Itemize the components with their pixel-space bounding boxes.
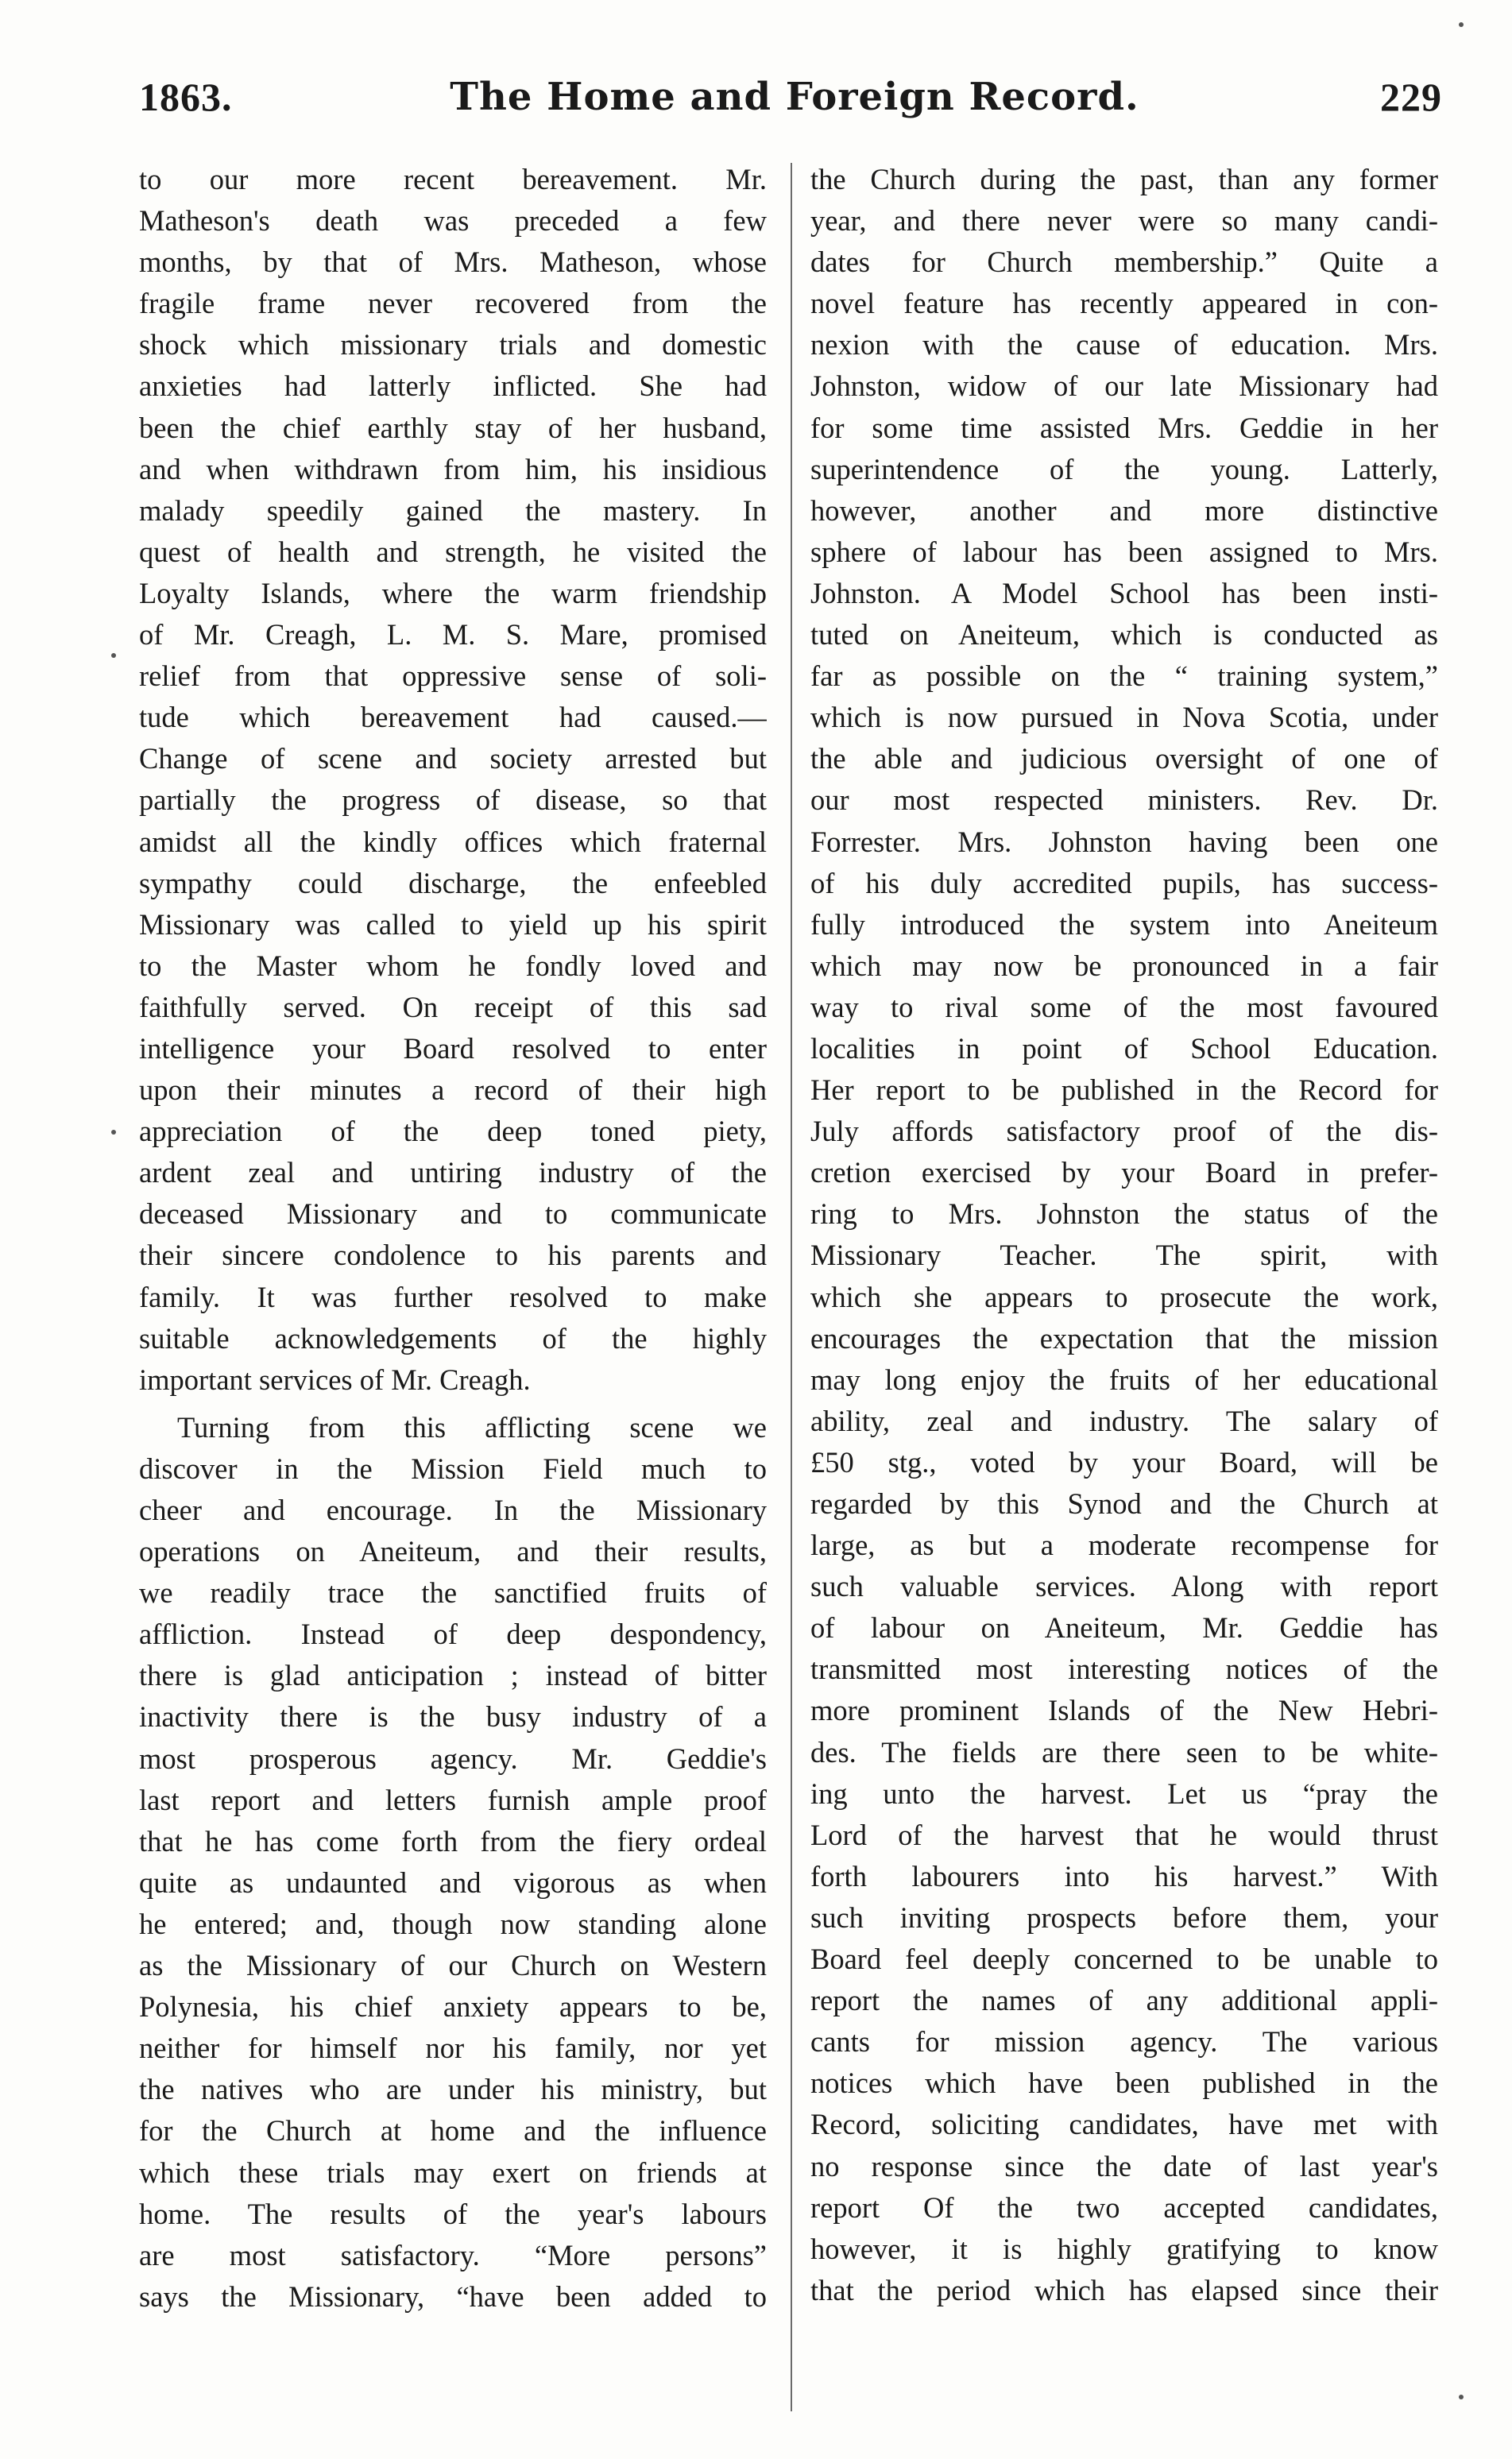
text-line: of his duly accredited pupils, has success-	[810, 866, 1438, 899]
header-year: 1863.	[139, 75, 233, 119]
text-line: faithfully served. On receipt of this sad	[139, 990, 767, 1023]
text-line: neither for himself nor his family, nor yet	[139, 2032, 767, 2065]
text-line: intelligence your Board resolved to enter	[139, 1031, 767, 1065]
text-line: cants for mission agency. The various	[810, 2025, 1438, 2059]
text-line: quite as undaunted and vigorous as when	[139, 1866, 767, 1899]
text-line: that he has come forth from the fiery ordeal	[139, 1824, 767, 1858]
text-line: year, and there never were so many candi-	[810, 204, 1438, 238]
text-line: discover in the Mission Field much to	[139, 1452, 767, 1485]
text-line: large, as but a moderate recompense for	[810, 1529, 1438, 1562]
text-line: the natives who are under his ministry, but	[139, 2073, 767, 2106]
text-line: Record, soliciting candidates, have met with	[810, 2108, 1438, 2141]
margin-mark	[1459, 22, 1464, 27]
text-line: affliction. Instead of deep despondency,	[139, 1618, 767, 1651]
text-line: suitable acknowledgements of the highly	[139, 1321, 767, 1355]
text-line: operations on Aneiteum, and their results,	[139, 1535, 767, 1568]
text-line: appreciation of the deep toned piety,	[139, 1115, 767, 1148]
text-line: ability, zeal and industry. The salary of	[810, 1404, 1438, 1437]
margin-mark	[111, 1130, 116, 1135]
text-line: des. The fields are there seen to be white-	[810, 1735, 1438, 1769]
text-line: to our more recent bereavement. Mr.	[139, 163, 767, 195]
paragraph-gap	[139, 1401, 767, 1407]
text-line: dates for Church membership.” Quite a	[810, 246, 1438, 279]
left-column	[139, 159, 767, 2318]
page-number: 229	[1380, 75, 1442, 119]
text-line: relief from that oppressive sense of soli-	[139, 659, 767, 693]
text-line: partially the progress of disease, so that	[139, 783, 767, 817]
text-line: of labour on Aneiteum, Mr. Geddie has	[810, 1611, 1438, 1645]
text-line: Missionary was called to yield up his spirit	[139, 907, 767, 941]
text-line: far as possible on the “ training system,”	[810, 659, 1438, 693]
text-line: Change of scene and society arrested but	[139, 742, 767, 775]
text-line: encourages the expectation that the mission	[810, 1321, 1438, 1355]
page-header	[139, 73, 1450, 129]
text-line: forth labourers into his harvest.” With	[810, 1859, 1438, 1893]
text-line: Forrester. Mrs. Johnston having been one	[810, 825, 1438, 858]
text-line: family. It was further resolved to make	[139, 1280, 767, 1313]
text-line: tude which bereavement had caused.—	[139, 701, 767, 734]
text-line: Her report to be published in the Record for	[810, 1073, 1438, 1107]
text-line: Matheson's death was preceded a few	[139, 204, 767, 238]
text-line: cheer and encourage. In the Missionary	[139, 1494, 767, 1526]
text-line: which is now pursued in Nova Scotia, under	[810, 701, 1438, 734]
text-line: however, it is highly gratifying to know	[810, 2232, 1438, 2265]
text-line: quest of health and strength, he visited the	[139, 535, 767, 568]
text-line: deceased Missionary and to communicate	[139, 1197, 767, 1231]
text-line: Missionary Teacher. The spirit, with	[810, 1239, 1438, 1272]
text-line: Lord of the harvest that he would thrust	[810, 1818, 1438, 1851]
text-line: shock which missionary trials and domestic	[139, 328, 767, 362]
text-line: localities in point of School Education.	[810, 1031, 1438, 1065]
text-line: may long enjoy the fruits of her educational	[810, 1363, 1438, 1396]
text-line: such valuable services. Along with report	[810, 1570, 1438, 1603]
text-line: report the names of any additional appli-	[810, 1984, 1438, 2017]
text-line: which she appears to prosecute the work,	[810, 1280, 1438, 1313]
header-title: The Home and Foreign Record.	[450, 75, 1139, 119]
text-line: Board feel deeply concerned to be unable to	[810, 1943, 1438, 1976]
text-line: however, another and more distinctive	[810, 493, 1438, 527]
text-line: been the chief earthly stay of her husband,	[139, 411, 767, 444]
text-line: way to rival some of the most favoured	[810, 990, 1438, 1023]
text-line: to the Master whom he fondly loved and	[139, 949, 767, 982]
text-line: superintendence of the young. Latterly,	[810, 452, 1438, 485]
text-line: report Of the two accepted candidates,	[810, 2190, 1438, 2224]
text-line: says the Missionary, “have been added to	[139, 2279, 767, 2313]
text-line: upon their minutes a record of their high	[139, 1073, 767, 1107]
text-line: Johnston, widow of our late Missionary had	[810, 369, 1438, 403]
text-line: the able and judicious oversight of one of	[810, 742, 1438, 775]
text-line: nexion with the cause of education. Mrs.	[810, 328, 1438, 362]
text-line: that the period which has elapsed since their	[810, 2273, 1438, 2306]
text-line: last report and letters furnish ample proof	[139, 1783, 767, 1816]
text-line: home. The results of the year's labours	[139, 2197, 767, 2230]
text-line: tuted on Aneiteum, which is conducted as	[810, 618, 1438, 651]
text-line: months, by that of Mrs. Matheson, whose	[139, 246, 767, 279]
text-line: and when withdrawn from him, his insidious	[139, 452, 767, 485]
text-line: we readily trace the sanctified fruits of	[139, 1576, 767, 1610]
column-divider	[791, 163, 792, 2411]
text-line: important services of Mr. Creagh.	[139, 1363, 531, 1396]
text-line: notices which have been published in the	[810, 2067, 1438, 2100]
text-line: malady speedily gained the mastery. In	[139, 493, 767, 527]
text-line: July affords satisfactory proof of the dis-	[810, 1115, 1438, 1148]
text-line: of Mr. Creagh, L. M. S. Mare, promised	[139, 618, 767, 651]
text-line: £50 stg., voted by your Board, will be	[810, 1445, 1438, 1479]
text-line: for the Church at home and the influence	[139, 2114, 767, 2148]
text-line: for some time assisted Mrs. Geddie in her	[810, 411, 1438, 444]
text-line: inactivity there is the busy industry of a	[139, 1700, 767, 1734]
text-line: ring to Mrs. Johnston the status of the	[810, 1197, 1438, 1231]
text-line: anxieties had latterly inflicted. She had	[139, 369, 767, 403]
text-line: transmitted most interesting notices of the	[810, 1653, 1438, 1686]
text-line: their sincere condolence to his parents and	[139, 1239, 767, 1272]
text-line: the Church during the past, than any former	[810, 163, 1438, 195]
text-line: sphere of labour has been assigned to Mrs.	[810, 535, 1438, 568]
text-line: as the Missionary of our Church on Western	[139, 1949, 767, 1982]
text-line: amidst all the kindly offices which fraternal	[139, 825, 767, 858]
text-line: which these trials may exert on friends at	[139, 2155, 767, 2189]
right-column	[810, 159, 1438, 2311]
text-line: no response since the date of last year's	[810, 2149, 1438, 2183]
text-line: Loyalty Islands, where the warm friendship	[139, 576, 767, 609]
text-line: which may now be pronounced in a fair	[810, 949, 1438, 982]
text-line: regarded by this Synod and the Church at	[810, 1487, 1438, 1520]
text-line: fragile frame never recovered from the	[139, 287, 767, 320]
text-line: Turning from this afflicting scene we	[177, 1410, 767, 1444]
text-line: such inviting prospects before them, your	[810, 1900, 1438, 1934]
margin-mark	[111, 653, 116, 658]
text-line: novel feature has recently appeared in con-	[810, 287, 1438, 320]
text-line: there is glad anticipation ; instead of bitter	[139, 1659, 767, 1692]
text-line: he entered; and, though now standing alone	[139, 1907, 767, 1940]
text-line: more prominent Islands of the New Hebri-	[810, 1694, 1438, 1727]
text-line: fully introduced the system into Aneiteum	[810, 907, 1438, 941]
text-line: our most respected ministers. Rev. Dr.	[810, 783, 1438, 817]
text-line: most prosperous agency. Mr. Geddie's	[139, 1742, 767, 1775]
text-line: Polynesia, his chief anxiety appears to be,	[139, 1990, 767, 2024]
text-line: sympathy could discharge, the enfeebled	[139, 866, 767, 899]
text-line: Johnston. A Model School has been insti-	[810, 576, 1438, 609]
text-line: ardent zeal and untiring industry of the	[139, 1156, 767, 1189]
text-line: are most satisfactory. “More persons”	[139, 2238, 767, 2271]
text-line: cretion exercised by your Board in prefer-	[810, 1156, 1438, 1189]
text-line: ing unto the harvest. Let us “pray the	[810, 1777, 1438, 1810]
margin-mark	[1459, 2395, 1464, 2399]
